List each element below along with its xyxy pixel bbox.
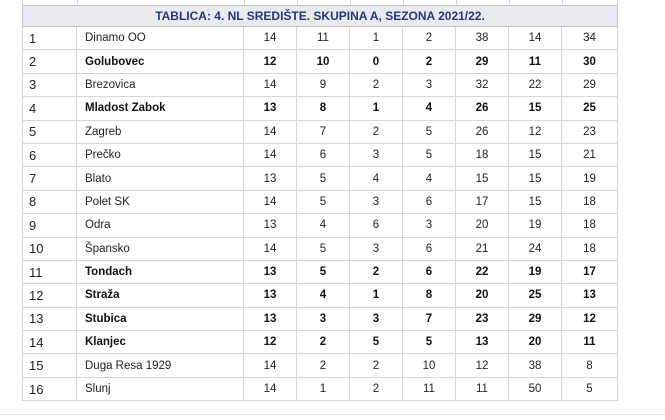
stat-cell: 6 [297, 143, 350, 166]
stat-cell: 2 [350, 73, 403, 96]
stat-cell: 17 [562, 260, 618, 283]
stat-cell: 5 [403, 331, 456, 354]
stat-cell: 20 [509, 331, 562, 354]
stat-cell: 2 [350, 354, 403, 377]
team-name-cell: Špansko [77, 237, 244, 260]
stat-cell: 10 [297, 50, 350, 73]
stat-cell: 14 [509, 27, 562, 50]
stat-cell: 14 [244, 73, 297, 96]
stat-cell: 32 [456, 73, 509, 96]
stat-cell: 21 [562, 143, 618, 166]
stat-cell: 5 [403, 120, 456, 143]
stat-cell: 12 [562, 307, 618, 330]
team-name-cell: Duga Resa 1929 [77, 354, 244, 377]
stat-cell: 18 [562, 237, 618, 260]
table-row [23, 50, 618, 73]
stat-cell: 23 [456, 307, 509, 330]
stat-cell: 24 [509, 237, 562, 260]
stat-cell: 30 [562, 50, 618, 73]
stat-cell: 18 [562, 214, 618, 237]
position-cell: 6 [23, 143, 77, 166]
team-name-cell: Tondach [77, 260, 244, 283]
team-name-cell: Klanjec [77, 331, 244, 354]
stat-cell: 22 [456, 260, 509, 283]
stat-cell: 5 [297, 167, 350, 190]
stat-cell: 5 [297, 237, 350, 260]
stat-cell: 14 [244, 120, 297, 143]
stat-cell: 9 [297, 73, 350, 96]
stat-cell: 50 [509, 377, 562, 400]
stat-cell: 5 [297, 190, 350, 213]
stat-cell: 13 [244, 167, 297, 190]
stat-cell: 3 [350, 307, 403, 330]
stat-cell: 11 [297, 27, 350, 50]
stat-cell: 29 [509, 307, 562, 330]
position-cell: 1 [23, 27, 77, 50]
stat-cell: 4 [297, 214, 350, 237]
table-row [23, 377, 618, 400]
stat-cell: 8 [403, 284, 456, 307]
stat-cell: 20 [456, 214, 509, 237]
stat-cell: 1 [297, 377, 350, 400]
page-divider [0, 414, 665, 415]
stat-cell: 29 [562, 73, 618, 96]
stat-cell: 25 [509, 284, 562, 307]
stat-cell: 8 [297, 97, 350, 120]
stat-cell: 5 [562, 377, 618, 400]
team-name-cell: Slunj [77, 377, 244, 400]
stat-cell: 12 [509, 120, 562, 143]
position-cell: 8 [23, 190, 77, 213]
stat-cell: 14 [244, 143, 297, 166]
stat-cell: 14 [244, 190, 297, 213]
stat-cell: 34 [562, 27, 618, 50]
stat-cell: 12 [244, 50, 297, 73]
table-row [23, 73, 618, 96]
table-row [23, 120, 618, 143]
position-cell: 4 [23, 97, 77, 120]
stat-cell: 19 [509, 260, 562, 283]
stat-cell: 38 [456, 27, 509, 50]
team-name-cell: Odra [77, 214, 244, 237]
stat-cell: 8 [562, 354, 618, 377]
stat-cell: 3 [403, 73, 456, 96]
stat-cell: 5 [403, 143, 456, 166]
team-name-cell: Zagreb [77, 120, 244, 143]
stat-cell: 2 [297, 331, 350, 354]
position-cell: 7 [23, 167, 77, 190]
stat-cell: 15 [509, 190, 562, 213]
stat-cell: 2 [350, 377, 403, 400]
position-cell: 13 [23, 307, 77, 330]
table-row [23, 331, 618, 354]
stat-cell: 6 [403, 260, 456, 283]
team-name-cell: Polet SK [77, 190, 244, 213]
stat-cell: 6 [350, 214, 403, 237]
team-name-cell: Dinamo OO [77, 27, 244, 50]
position-cell: 9 [23, 214, 77, 237]
table-row [23, 354, 618, 377]
team-name-cell: Brezovica [77, 73, 244, 96]
stat-cell: 7 [403, 307, 456, 330]
table-row [23, 167, 618, 190]
stat-cell: 0 [350, 50, 403, 73]
stat-cell: 7 [297, 120, 350, 143]
team-name-cell: Straža [77, 284, 244, 307]
stat-cell: 13 [244, 260, 297, 283]
stat-cell: 13 [244, 307, 297, 330]
stat-cell: 1 [350, 27, 403, 50]
table-row [23, 27, 618, 50]
table-row [23, 284, 618, 307]
stat-cell: 21 [456, 237, 509, 260]
stat-cell: 13 [562, 284, 618, 307]
stat-cell: 19 [509, 214, 562, 237]
position-cell: 2 [23, 50, 77, 73]
stat-cell: 18 [562, 190, 618, 213]
stat-cell: 23 [562, 120, 618, 143]
stat-cell: 5 [350, 331, 403, 354]
stat-cell: 6 [403, 237, 456, 260]
stat-cell: 17 [456, 190, 509, 213]
position-cell: 12 [23, 284, 77, 307]
stat-cell: 20 [456, 284, 509, 307]
table-row [23, 214, 618, 237]
stat-cell: 2 [350, 120, 403, 143]
stat-cell: 2 [403, 50, 456, 73]
stat-cell: 1 [350, 97, 403, 120]
table-row [23, 143, 618, 166]
standings-body [23, 6, 618, 401]
position-cell: 14 [23, 331, 77, 354]
stat-cell: 11 [509, 50, 562, 73]
stat-cell: 26 [456, 97, 509, 120]
stat-cell: 14 [244, 377, 297, 400]
stat-cell: 12 [456, 354, 509, 377]
position-cell: 10 [23, 237, 77, 260]
position-cell: 11 [23, 260, 77, 283]
stat-cell: 13 [456, 331, 509, 354]
stat-cell: 15 [509, 97, 562, 120]
stat-cell: 3 [297, 307, 350, 330]
table-row [23, 97, 618, 120]
table-title-row [23, 6, 618, 27]
stat-cell: 2 [297, 354, 350, 377]
stat-cell: 12 [244, 331, 297, 354]
stat-cell: 4 [350, 167, 403, 190]
standings-table [22, 5, 618, 401]
team-name-cell: Golubovec [77, 50, 244, 73]
stat-cell: 4 [403, 167, 456, 190]
table-row [23, 260, 618, 283]
stat-cell: 29 [456, 50, 509, 73]
stat-cell: 2 [350, 260, 403, 283]
stat-cell: 3 [350, 143, 403, 166]
table-row [23, 307, 618, 330]
stat-cell: 2 [403, 27, 456, 50]
table-row [23, 190, 618, 213]
stat-cell: 6 [403, 190, 456, 213]
team-name-cell: Mladost Zabok [77, 97, 244, 120]
position-cell: 16 [23, 377, 77, 400]
stat-cell: 4 [403, 97, 456, 120]
stat-cell: 13 [244, 214, 297, 237]
stat-cell: 11 [403, 377, 456, 400]
stat-cell: 3 [350, 190, 403, 213]
position-cell: 15 [23, 354, 77, 377]
stat-cell: 11 [456, 377, 509, 400]
stat-cell: 5 [297, 260, 350, 283]
table-row [23, 237, 618, 260]
team-name-cell: Stubica [77, 307, 244, 330]
table-title: TABLICA: 4. NL SREDIŠTE. SKUPINA A, SEZONA 2021/22. [23, 6, 618, 27]
stat-cell: 11 [562, 331, 618, 354]
stat-cell: 26 [456, 120, 509, 143]
stat-cell: 3 [350, 237, 403, 260]
stat-cell: 14 [244, 354, 297, 377]
stat-cell: 18 [456, 143, 509, 166]
stat-cell: 19 [562, 167, 618, 190]
stat-cell: 10 [403, 354, 456, 377]
team-name-cell: Prečko [77, 143, 244, 166]
stat-cell: 14 [244, 27, 297, 50]
position-cell: 3 [23, 73, 77, 96]
stat-cell: 14 [244, 237, 297, 260]
stat-cell: 38 [509, 354, 562, 377]
stat-cell: 25 [562, 97, 618, 120]
stat-cell: 15 [509, 167, 562, 190]
stat-cell: 4 [297, 284, 350, 307]
team-name-cell: Blato [77, 167, 244, 190]
position-cell: 5 [23, 120, 77, 143]
stat-cell: 13 [244, 97, 297, 120]
stat-cell: 22 [509, 73, 562, 96]
stat-cell: 13 [244, 284, 297, 307]
stat-cell: 1 [350, 284, 403, 307]
stat-cell: 15 [509, 143, 562, 166]
stat-cell: 3 [403, 214, 456, 237]
stat-cell: 15 [456, 167, 509, 190]
